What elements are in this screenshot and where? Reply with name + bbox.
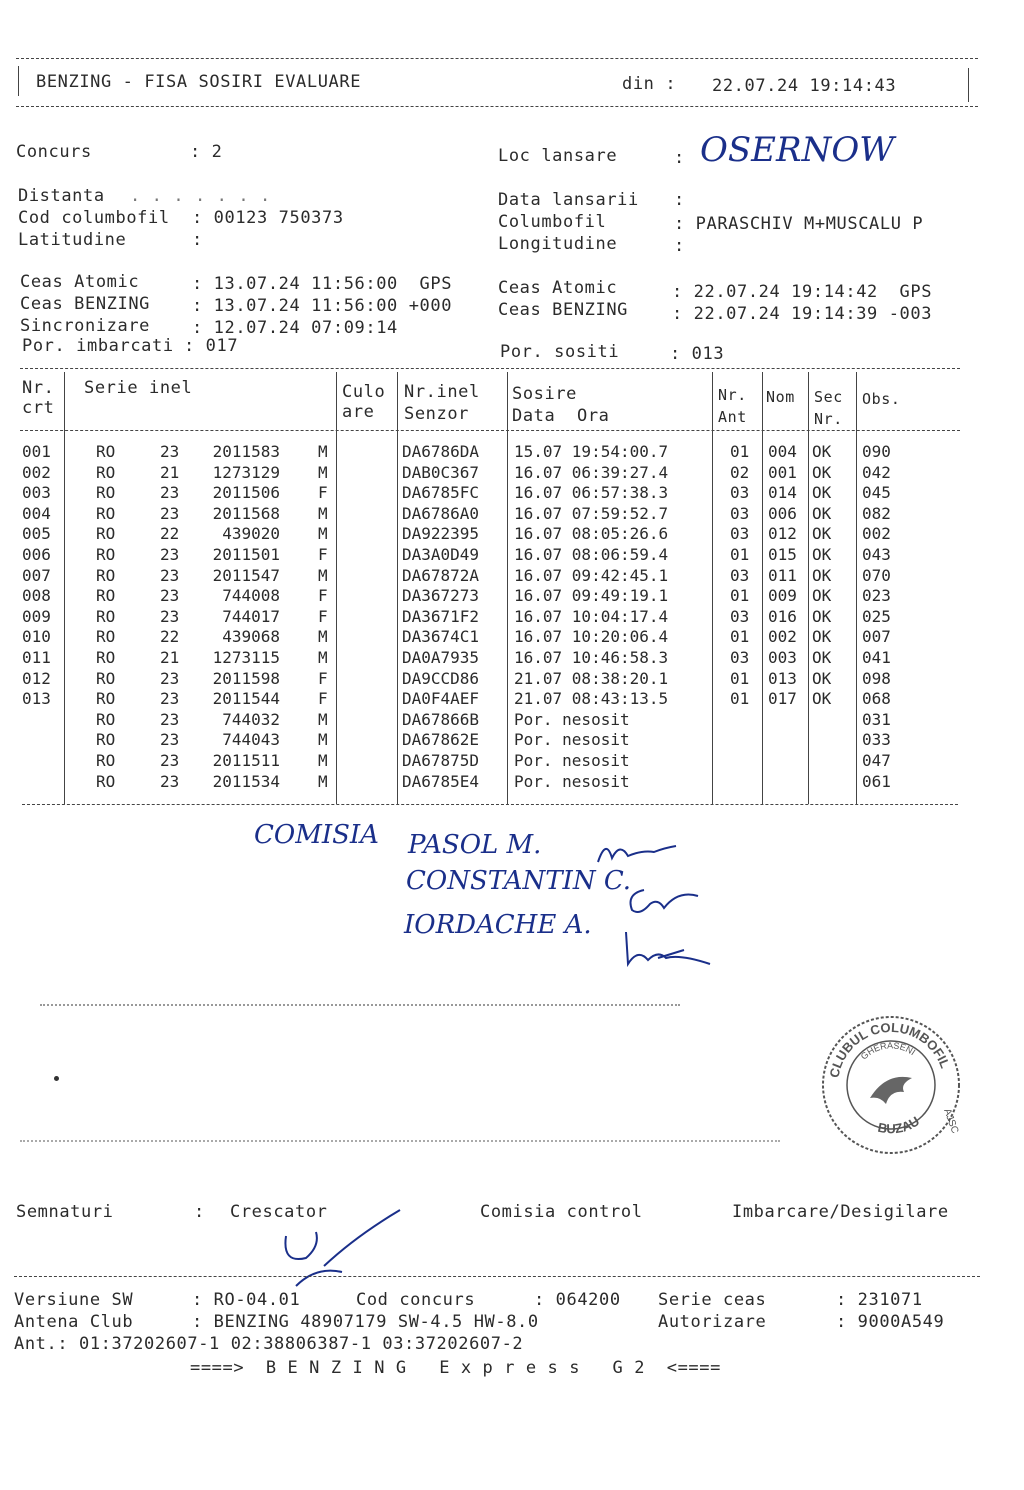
cell-obs: 098 [862, 668, 891, 688]
handwritten-member-1: PASOL M. [408, 830, 542, 860]
sincronizare-value: : 12.07.24 07:09:14 [192, 318, 398, 338]
cell-ant: 01 [730, 668, 750, 688]
cell-an: 23 [160, 668, 180, 688]
stamp-side-text: AJSC [941, 1107, 961, 1136]
cell-senzor: DA3674C1 [402, 627, 480, 647]
cod-concurs-label: Cod concurs [356, 1290, 476, 1310]
cell-obs: 031 [862, 709, 891, 729]
cell-senzor: DA0A7935 [402, 648, 480, 667]
cell-nom: 003 [768, 648, 797, 667]
table-row [0, 545, 1000, 566]
cell-sec: OK [812, 462, 832, 482]
cell-sosire: 15.07 19:54:00.7 [514, 442, 669, 461]
cell-nom: 017 [768, 689, 797, 709]
cell-nr-inel: 2011598 [212, 668, 280, 688]
header-sec-nr: Nr. [814, 410, 843, 428]
cell-nr-inel: 744017 [222, 606, 280, 626]
cell-sex: M [318, 442, 328, 461]
right-ceas-atomic-value: : 22.07.24 19:14:42 GPS [672, 282, 933, 302]
columbofil-label: Columbofil [498, 212, 607, 232]
cell-nr: 007 [22, 565, 51, 585]
cell-obs: 061 [862, 771, 891, 791]
cell-sec: OK [812, 586, 832, 606]
cell-nom: 014 [768, 483, 797, 503]
cell-senzor: DA6786DA [402, 442, 480, 461]
cell-tara: RO [96, 648, 116, 667]
cell-nr-inel: 1273115 [212, 648, 280, 667]
table-row [0, 607, 1000, 628]
cell-senzor: DA6785E4 [402, 771, 480, 791]
comisia-control-label: Comisia control [480, 1202, 643, 1222]
cell-nom: 001 [768, 462, 797, 482]
antena-value: : BENZING 48907179 SW-4.5 HW-8.0 [192, 1312, 539, 1332]
cell-sex: F [318, 689, 328, 709]
cell-senzor: DA3671F2 [402, 606, 480, 626]
right-ceas-benzing-value: : 22.07.24 19:14:39 -003 [672, 304, 933, 324]
cell-sex: M [318, 730, 328, 750]
antena-label: Antena Club [14, 1312, 134, 1332]
cell-obs: 002 [862, 524, 891, 544]
cell-an: 23 [160, 586, 180, 606]
header-obs: Obs. [862, 390, 901, 408]
cell-tara: RO [96, 503, 116, 523]
cell-an: 23 [160, 689, 180, 709]
cell-ant: 03 [730, 503, 750, 523]
serie-ceas-value: : 231071 [836, 1290, 923, 1310]
cell-tara: RO [96, 709, 116, 729]
pigeon-icon [870, 1077, 912, 1104]
cell-ant: 02 [730, 462, 750, 482]
cell-ant: 03 [730, 483, 750, 503]
cell-senzor: DA67872A [402, 565, 480, 585]
header-left-border [18, 66, 19, 96]
cell-sex: M [318, 503, 328, 523]
table-header-rule [20, 430, 960, 431]
cell-obs: 023 [862, 586, 891, 606]
table-bottom-rule [22, 804, 958, 805]
cell-an: 23 [160, 730, 180, 750]
cell-ant: 01 [730, 627, 750, 647]
table-row [0, 483, 1000, 504]
cell-sosire: 16.07 10:04:17.4 [514, 606, 669, 626]
cell-an: 22 [160, 524, 180, 544]
cell-sosire: 21.07 08:43:13.5 [514, 689, 669, 709]
por-imbarcati-label: Por. imbarcati [22, 336, 174, 356]
semnaturi-colon: : [194, 1202, 205, 1222]
cell-ant: 03 [730, 648, 750, 667]
cell-tara: RO [96, 483, 116, 503]
table-row [0, 627, 1000, 648]
longitudine-value: : [674, 236, 685, 256]
table-top-rule [20, 368, 960, 369]
cell-senzor: DA67862E [402, 730, 480, 750]
data-lansarii-label: Data lansarii [498, 190, 639, 210]
cell-nr-inel: 744008 [222, 586, 280, 606]
cell-ant: 03 [730, 524, 750, 544]
header-right-border [968, 68, 969, 102]
cell-tara: RO [96, 730, 116, 750]
cell-nr: 008 [22, 586, 51, 606]
cell-sosire: 16.07 09:42:45.1 [514, 565, 669, 585]
speck-dot [54, 1076, 59, 1081]
header-culoare-1: Culo [342, 382, 386, 402]
cell-sex: M [318, 627, 328, 647]
cell-an: 23 [160, 545, 180, 564]
concurs-label: Concurs [16, 142, 92, 162]
table-row [0, 524, 1000, 545]
right-ceas-atomic-label: Ceas Atomic [498, 278, 618, 298]
cell-nr-inel: 2011506 [212, 483, 280, 503]
table-row [0, 772, 1000, 793]
cell-nom: 002 [768, 627, 797, 647]
header-nr-inel: Nr.inel [404, 382, 480, 402]
cell-sosire: Por. nesosit [514, 709, 630, 729]
cell-sex: F [318, 545, 328, 564]
header-nr-ant-1: Nr. [718, 386, 747, 404]
cell-sosire: Por. nesosit [514, 771, 630, 791]
columbofil-value: : PARASCHIV M+MUSCALU P [674, 214, 924, 234]
cell-senzor: DA6785FC [402, 483, 480, 503]
cell-an: 22 [160, 627, 180, 647]
por-sositi-value: : 013 [670, 344, 725, 364]
cell-sex: M [318, 524, 328, 544]
cell-an: 23 [160, 565, 180, 585]
header-nr: Nr. [22, 378, 55, 398]
cell-senzor: DAB0C367 [402, 462, 480, 482]
club-stamp [816, 1010, 966, 1160]
table-row [0, 566, 1000, 587]
table-row [0, 504, 1000, 525]
din-value: 22.07.24 19:14:43 [712, 76, 897, 96]
cell-obs: 007 [862, 627, 891, 647]
header-serie-inel: Serie inel [84, 378, 193, 398]
cell-tara: RO [96, 545, 116, 564]
cell-sex: M [318, 648, 328, 667]
table-row [0, 730, 1000, 751]
cell-ant: 01 [730, 442, 750, 461]
cell-sec: OK [812, 545, 832, 564]
stamp-top-text: CLUBUL COLUMBOFIL [826, 1019, 953, 1079]
cell-nr-inel: 744032 [222, 709, 280, 729]
cell-nr-inel: 744043 [222, 730, 280, 750]
cell-senzor: DA67866B [402, 709, 480, 729]
header-senzor: Senzor [404, 404, 470, 424]
cell-ant: 01 [730, 545, 750, 564]
cell-tara: RO [96, 627, 116, 647]
cell-sosire: 16.07 07:59:52.7 [514, 503, 669, 523]
cell-an: 23 [160, 483, 180, 503]
cell-obs: 047 [862, 751, 891, 770]
cell-nr-inel: 2011583 [212, 442, 280, 461]
autorizare-label: Autorizare [658, 1312, 767, 1332]
distanta-value: . . . . . . . [130, 186, 271, 206]
cell-sex: M [318, 751, 328, 770]
cell-nr: 004 [22, 503, 51, 523]
handwritten-member-2: CONSTANTIN C. [406, 866, 632, 896]
cell-sec: OK [812, 689, 832, 709]
cell-an: 23 [160, 771, 180, 791]
cell-sex: M [318, 709, 328, 729]
cell-sex: F [318, 483, 328, 503]
cell-obs: 045 [862, 483, 891, 503]
imbarcare-label: Imbarcare/Desigilare [732, 1202, 949, 1222]
crescator-label: Crescator [230, 1202, 328, 1222]
table-row [0, 751, 1000, 772]
versiune-value: : RO-04.01 [192, 1290, 301, 1310]
cell-nr: 003 [22, 483, 51, 503]
cell-obs: 068 [862, 689, 891, 709]
cell-obs: 082 [862, 503, 891, 523]
cell-ant: 03 [730, 565, 750, 585]
loc-lansare-handwritten: OSERNOW [700, 130, 895, 170]
cell-nr: 001 [22, 442, 51, 461]
antenna-line: Ant.: 01:37202607-1 02:38806387-1 03:37202607-2 [14, 1334, 524, 1354]
cell-nom: 006 [768, 503, 797, 523]
cell-nom: 015 [768, 545, 797, 564]
cell-nr: 013 [22, 689, 51, 709]
por-imbarcati-value: : 017 [184, 336, 239, 356]
cell-sec: OK [812, 442, 832, 461]
table-row [0, 442, 1000, 463]
cell-senzor: DA3A0D49 [402, 545, 480, 564]
cell-tara: RO [96, 668, 116, 688]
cell-sosire: 16.07 08:06:59.4 [514, 545, 669, 564]
cell-sex: F [318, 586, 328, 606]
cell-tara: RO [96, 442, 116, 461]
cell-sex: F [318, 668, 328, 688]
cell-nr-inel: 2011544 [212, 689, 280, 709]
cell-sec: OK [812, 668, 832, 688]
cell-sosire: Por. nesosit [514, 730, 630, 750]
cell-nom: 011 [768, 565, 797, 585]
signature-mark-2 [624, 880, 704, 920]
cell-nr: 009 [22, 606, 51, 626]
cell-obs: 025 [862, 606, 891, 626]
cell-sex: M [318, 771, 328, 791]
right-ceas-benzing-label: Ceas BENZING [498, 300, 629, 320]
cell-nr-inel: 1273129 [212, 462, 280, 482]
din-label: din : [622, 74, 677, 94]
table-row [0, 710, 1000, 731]
cell-nom: 012 [768, 524, 797, 544]
cell-nom: 013 [768, 668, 797, 688]
cell-tara: RO [96, 771, 116, 791]
cell-sosire: 16.07 10:20:06.4 [514, 627, 669, 647]
cell-an: 23 [160, 606, 180, 626]
cell-sosire: Por. nesosit [514, 751, 630, 770]
cell-sec: OK [812, 565, 832, 585]
cell-tara: RO [96, 524, 116, 544]
cell-sec: OK [812, 606, 832, 626]
cell-tara: RO [96, 751, 116, 770]
noise-line-1 [40, 1004, 680, 1006]
cell-an: 23 [160, 503, 180, 523]
table-row [0, 586, 1000, 607]
signature-mark-3 [618, 928, 718, 972]
cell-obs: 033 [862, 730, 891, 750]
cell-nr: 011 [22, 648, 51, 667]
loc-lansare-colon: : [674, 148, 685, 168]
cell-tara: RO [96, 586, 116, 606]
cell-sec: OK [812, 503, 832, 523]
cell-senzor: DA67875D [402, 751, 480, 770]
cell-nom: 016 [768, 606, 797, 626]
distanta-label: Distanta [18, 186, 105, 206]
cell-sosire: 16.07 10:46:58.3 [514, 648, 669, 667]
cell-tara: RO [96, 565, 116, 585]
cell-an: 21 [160, 462, 180, 482]
document-title: BENZING - FISA SOSIRI EVALUARE [36, 72, 362, 92]
cell-nr: 005 [22, 524, 51, 544]
cell-obs: 070 [862, 565, 891, 585]
cell-sosire: 16.07 06:39:27.4 [514, 462, 669, 482]
cell-sec: OK [812, 627, 832, 647]
cell-nr-inel: 2011547 [212, 565, 280, 585]
versiune-label: Versiune SW [14, 1290, 134, 1310]
sincronizare-label: Sincronizare [20, 316, 151, 336]
cell-nr-inel: 2011511 [212, 751, 280, 770]
cell-nom: 004 [768, 442, 797, 461]
cod-columbofil-label: Cod columbofil [18, 208, 170, 228]
cell-obs: 043 [862, 545, 891, 564]
cell-senzor: DA367273 [402, 586, 480, 606]
cell-obs: 042 [862, 462, 891, 482]
serie-ceas-label: Serie ceas [658, 1290, 767, 1310]
cell-ant: 01 [730, 586, 750, 606]
stamp-bottom-text: BUZAU [876, 1113, 923, 1137]
cell-an: 23 [160, 751, 180, 770]
ceas-benzing-label: Ceas BENZING [20, 294, 151, 314]
header-sosire: Sosire [512, 384, 578, 404]
cod-columbofil-value: : 00123 750373 [192, 208, 344, 228]
cell-nr-inel: 439068 [222, 627, 280, 647]
table-row [0, 648, 1000, 669]
cell-obs: 041 [862, 648, 891, 667]
cell-nr-inel: 2011568 [212, 503, 280, 523]
stamp-inner-text: GHERASENI [858, 1040, 918, 1062]
cell-senzor: DA922395 [402, 524, 480, 544]
cell-an: 21 [160, 648, 180, 667]
footer-rule [14, 1276, 980, 1277]
ceas-atomic-label: Ceas Atomic [20, 272, 140, 292]
cell-ant: 01 [730, 689, 750, 709]
cell-sec: OK [812, 648, 832, 667]
cell-nr-inel: 439020 [222, 524, 280, 544]
cod-concurs-value: : 064200 [534, 1290, 621, 1310]
header-sec: Sec [814, 388, 843, 406]
cell-senzor: DA6786A0 [402, 503, 480, 523]
cell-sosire: 16.07 09:49:19.1 [514, 586, 669, 606]
cell-sex: F [318, 606, 328, 626]
cell-senzor: DA0F4AEF [402, 689, 480, 709]
cell-obs: 090 [862, 442, 891, 461]
cell-sec: OK [812, 524, 832, 544]
header-nom: Nom [766, 388, 795, 406]
cell-nr: 010 [22, 627, 51, 647]
cell-senzor: DA9CCD86 [402, 668, 480, 688]
handwritten-comisia: COMISIA [254, 820, 379, 850]
cell-sex: M [318, 462, 328, 482]
table-row [0, 689, 1000, 710]
cell-nr: 012 [22, 668, 51, 688]
latitudine-label: Latitudine [18, 230, 127, 250]
cell-sosire: 16.07 08:05:26.6 [514, 524, 669, 544]
header-nr-ant-2: Ant [718, 408, 747, 426]
semnaturi-label: Semnaturi [16, 1202, 114, 1222]
header-top-rule [16, 58, 978, 59]
table-row [0, 669, 1000, 690]
ceas-atomic-value: : 13.07.24 11:56:00 GPS [192, 274, 453, 294]
cell-nr: 006 [22, 545, 51, 564]
loc-lansare-label: Loc lansare [498, 146, 618, 166]
ceas-benzing-value: : 13.07.24 11:56:00 +000 [192, 296, 453, 316]
benzing-express-banner: ====> B E N Z I N G E x p r e s s G 2 <==== [190, 1358, 721, 1378]
crescator-signature [276, 1206, 406, 1296]
cell-tara: RO [96, 606, 116, 626]
data-lansarii-value: : [674, 190, 685, 210]
header-bottom-rule [16, 106, 978, 107]
cell-an: 23 [160, 442, 180, 461]
cell-nr-inel: 2011501 [212, 545, 280, 564]
cell-tara: RO [96, 689, 116, 709]
cell-an: 23 [160, 709, 180, 729]
cell-sosire: 21.07 08:38:20.1 [514, 668, 669, 688]
concurs-value: : 2 [190, 142, 223, 162]
cell-sosire: 16.07 06:57:38.3 [514, 483, 669, 503]
cell-tara: RO [96, 462, 116, 482]
cell-ant: 03 [730, 606, 750, 626]
handwritten-member-3: IORDACHE A. [404, 910, 592, 940]
header-culoare-2: are [342, 402, 375, 422]
cell-nr: 002 [22, 462, 51, 482]
autorizare-value: : 9000A549 [836, 1312, 945, 1332]
cell-sex: M [318, 565, 328, 585]
longitudine-label: Longitudine [498, 234, 618, 254]
latitudine-value: : [192, 230, 203, 250]
cell-sec: OK [812, 483, 832, 503]
cell-nom: 009 [768, 586, 797, 606]
header-crt: crt [22, 398, 55, 418]
table-row [0, 463, 1000, 484]
cell-nr-inel: 2011534 [212, 771, 280, 791]
noise-line-2 [20, 1140, 780, 1142]
por-sositi-label: Por. sositi [500, 342, 620, 362]
header-data-ora: Data Ora [512, 406, 610, 426]
